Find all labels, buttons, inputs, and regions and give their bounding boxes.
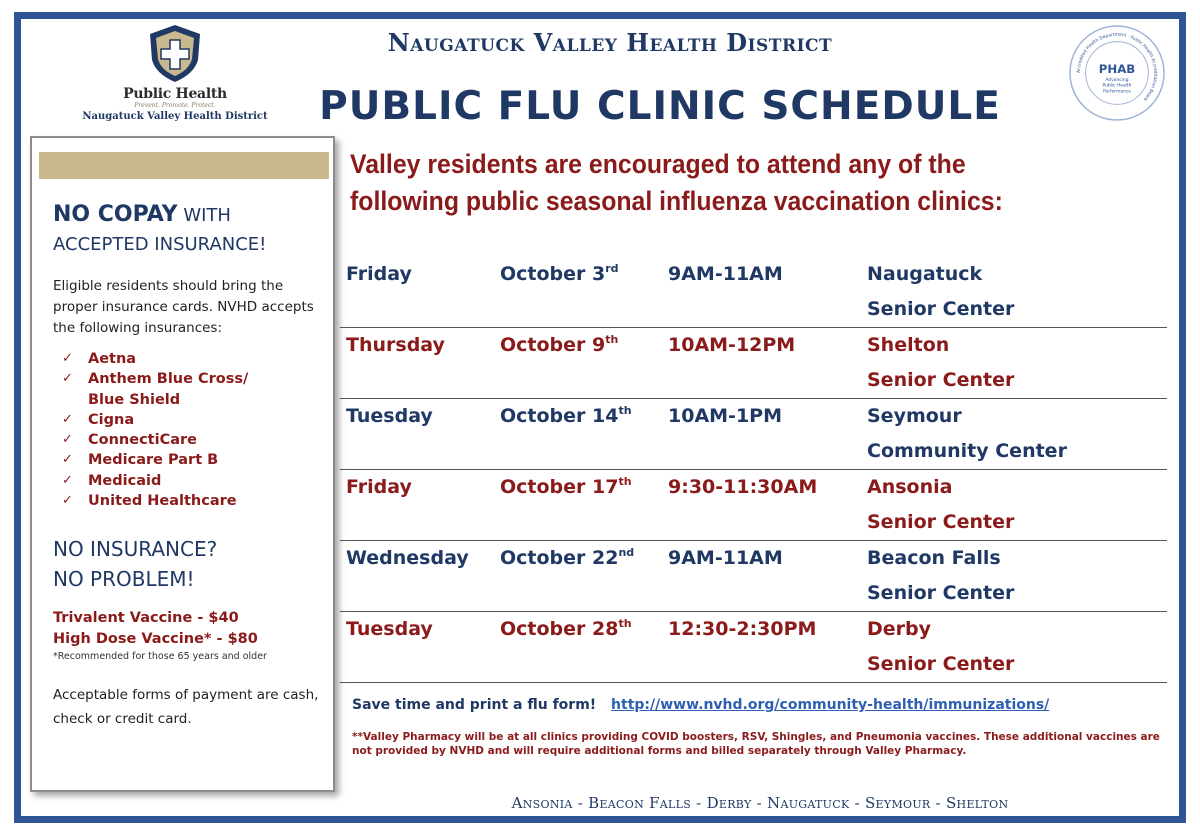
clinic-schedule-table (340, 257, 1167, 683)
clinic-location (867, 470, 1014, 540)
insurance-name: Medicaid (88, 472, 162, 489)
no-copay-line2: ACCEPTED INSURANCE! (53, 234, 267, 255)
no-copay-bold: NO COPAY (53, 202, 178, 227)
location-venue: Senior Center (867, 511, 1015, 533)
flu-form-text: Save time and print a flu form! (352, 697, 597, 713)
clinic-location (867, 399, 1067, 469)
clinic-day: Thursday (346, 334, 445, 356)
date-suffix: rd (605, 262, 619, 275)
insurance-item (62, 450, 248, 470)
district-name: Naugatuck Valley Health District (387, 28, 833, 57)
insurance-item (62, 390, 248, 410)
clinic-date-text: October 14 (500, 405, 619, 427)
phab-accreditation-seal (1068, 24, 1166, 122)
sidebar-header-bar (39, 152, 329, 179)
location-venue: Senior Center (867, 369, 1015, 391)
date-suffix: th (618, 617, 632, 630)
clinic-time: 10AM-1PM (668, 405, 782, 427)
insurance-item (62, 369, 248, 389)
insurance-item (62, 430, 248, 450)
date-suffix: nd (618, 546, 635, 559)
flu-form-link[interactable]: http://www.nvhd.org/community-health/immunizations/ (611, 697, 1050, 713)
clinic-day: Wednesday (346, 547, 469, 569)
location-town: Seymour (867, 405, 962, 427)
schedule-row (340, 541, 1167, 612)
check-icon: ✓ (62, 411, 73, 427)
intro-line2: following public seasonal influenza vaccination clinics: (350, 186, 1003, 216)
clinic-date-text: October 28 (500, 618, 619, 640)
no-copay-rest: WITH (183, 205, 231, 226)
flu-form-line (352, 697, 1049, 713)
vaccine-prices (53, 608, 258, 650)
location-town: Naugatuck (867, 263, 983, 285)
clinic-location (867, 257, 1014, 327)
date-suffix: th (605, 333, 619, 346)
clinic-date-text: October 3 (500, 263, 606, 285)
logo-title: Public Health (123, 86, 227, 102)
insurance-sidebar (30, 136, 335, 792)
no-insurance-heading (53, 534, 217, 594)
price-high-dose: High Dose Vaccine* - $80 (53, 631, 258, 647)
insurance-name: United Healthcare (88, 493, 237, 510)
schedule-row (340, 399, 1167, 470)
price-trivalent: Trivalent Vaccine - $40 (53, 610, 239, 626)
clinic-day: Tuesday (346, 618, 433, 640)
date-suffix: th (618, 475, 632, 488)
no-copay-heading (53, 200, 323, 259)
schedule-row (340, 470, 1167, 541)
seal-line3: Performance (1103, 89, 1131, 95)
pharmacy-note: **Valley Pharmacy will be at all clinics providing COVID boosters, RSV, Shingles, and Pneumonia vaccines. These additional vaccines are not provided by NVHD and will require additional forms and billed separately through Valley Pharmacy. (352, 731, 1160, 757)
eligible-text: Eligible residents should bring the proper insurance cards. NVHD accepts the following insurances: (53, 278, 314, 336)
clinic-date-text: October 17 (500, 476, 619, 498)
insurance-item (62, 349, 248, 369)
insurance-name: Medicare Part B (88, 452, 219, 469)
schedule-row (340, 257, 1167, 328)
check-icon: ✓ (62, 472, 73, 488)
clinic-date-text: October 9 (500, 334, 606, 356)
insurance-item (62, 491, 248, 511)
schedule-row (340, 612, 1167, 683)
clinic-date (500, 612, 632, 647)
check-icon: ✓ (62, 493, 73, 509)
insurance-item (62, 410, 248, 430)
clinic-date-text: October 22 (500, 547, 619, 569)
no-insurance-line1: NO INSURANCE? (53, 537, 218, 561)
insurance-item (62, 471, 248, 491)
seal-name: PHAB (1098, 62, 1136, 76)
check-icon: ✓ (62, 432, 73, 448)
clinic-time: 10AM-12PM (668, 334, 796, 356)
page-title: PUBLIC FLU CLINIC SCHEDULE (319, 84, 1001, 129)
location-town: Ansonia (867, 476, 953, 498)
seal-line1: Advancing (1105, 77, 1129, 83)
location-town: Beacon Falls (867, 547, 1001, 569)
intro-text (350, 146, 1104, 220)
location-town: Derby (867, 618, 932, 640)
logo-tagline: Prevent. Promote. Protect. (134, 102, 216, 109)
schedule-row (340, 328, 1167, 399)
check-icon: ✓ (62, 371, 73, 387)
clinic-date (500, 470, 632, 505)
logo-org-name: Naugatuck Valley Health District (82, 111, 268, 122)
location-venue: Senior Center (867, 653, 1015, 675)
seal-line2: Public Health (1102, 83, 1132, 89)
insurance-name: Cigna (88, 411, 135, 428)
towns-list: Ansonia - Beacon Falls - Derby - Naugatuck - Seymour - Shelton (511, 794, 1009, 812)
check-icon: ✓ (62, 452, 73, 468)
clinic-location (867, 612, 1014, 682)
insurance-name: Anthem Blue Cross/ (88, 371, 249, 388)
clinic-time: 9AM-11AM (668, 263, 783, 285)
public-health-logo (75, 22, 275, 132)
payment-info: Acceptable forms of payment are cash, check or credit card. (53, 687, 319, 727)
clinic-day: Tuesday (346, 405, 433, 427)
insurance-name: Blue Shield (88, 391, 181, 408)
date-suffix: th (618, 404, 632, 417)
clinic-location (867, 541, 1014, 611)
location-venue: Senior Center (867, 582, 1015, 604)
location-venue: Senior Center (867, 298, 1015, 320)
shield-cross-icon (144, 22, 206, 84)
insurance-name: Aetna (88, 351, 137, 367)
clinic-day: Friday (346, 263, 412, 285)
location-town: Shelton (867, 334, 950, 356)
clinic-date (500, 399, 632, 434)
clinic-time: 12:30-2:30PM (668, 618, 817, 640)
clinic-time: 9AM-11AM (668, 547, 783, 569)
seal-ring-text: Accredited Health Department · Public Health Accreditation Board (1076, 32, 1158, 102)
insurance-name: ConnectiCare (88, 432, 197, 449)
location-venue: Community Center (867, 440, 1067, 462)
clinic-date (500, 328, 618, 363)
recommendation-note: *Recommended for those 65 years and older (53, 651, 267, 662)
clinic-location (867, 328, 1014, 398)
insurance-list (62, 349, 248, 511)
clinic-date (500, 541, 634, 576)
check-icon: ✓ (62, 351, 73, 366)
no-insurance-line2: NO PROBLEM! (53, 567, 195, 591)
intro-line1: Valley residents are encouraged to attend any of the (350, 149, 966, 179)
clinic-date (500, 257, 619, 292)
clinic-time: 9:30-11:30AM (668, 476, 818, 498)
clinic-day: Friday (346, 476, 412, 498)
